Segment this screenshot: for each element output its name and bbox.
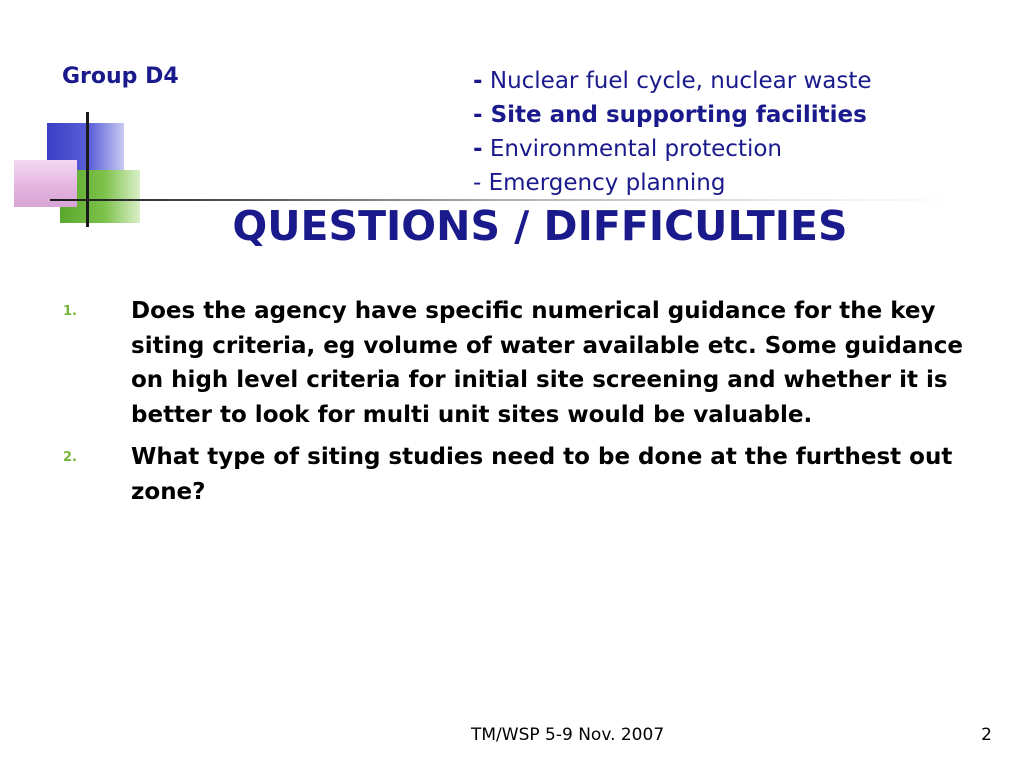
topic-item (473, 64, 872, 98)
topic-text: Nuclear fuel cycle, nuclear waste (489, 68, 872, 94)
topic-list (473, 64, 872, 200)
list-item-number: 1. (63, 304, 77, 319)
list-item-text: Does the agency have specific numerical guidance for the key siting criteria, eg volume of water available etc. Some guidance on high level criteria for initial site screening and whether it is better to look for multi unit sites would be valuable. (131, 298, 963, 428)
vertical-rule-decoration (86, 112, 89, 227)
topic-dash: - (473, 170, 482, 196)
footer-event-label: TM/WSP 5-9 Nov. 2007 (471, 725, 665, 745)
list-item (60, 294, 970, 432)
list-item-text: What type of siting studies need to be done at the furthest out zone? (131, 444, 953, 505)
topic-text: Emergency planning (488, 170, 726, 196)
topic-text: Site and supporting facilities (490, 102, 867, 128)
topic-item (473, 166, 872, 200)
slide-title: QUESTIONS / DIFFICULTIES (232, 202, 848, 250)
topic-text: Environmental protection (489, 136, 783, 162)
topic-item (473, 98, 872, 132)
list-item-number: 2. (63, 450, 77, 465)
topic-dash: - (473, 136, 483, 162)
page-number: 2 (981, 725, 992, 745)
topic-item (473, 132, 872, 166)
question-list (60, 294, 970, 517)
group-label: Group D4 (62, 64, 179, 89)
topic-dash: - (473, 102, 483, 128)
list-item (60, 440, 970, 509)
topic-dash: - (473, 68, 483, 94)
